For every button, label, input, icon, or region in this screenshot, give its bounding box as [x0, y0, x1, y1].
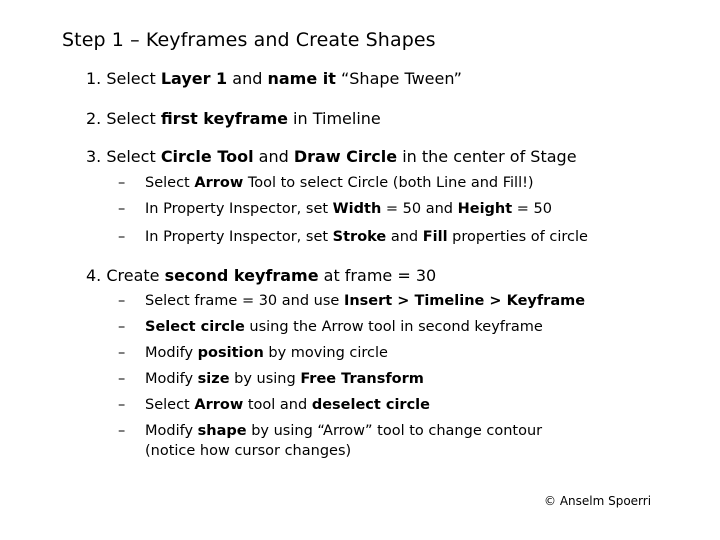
item-text: Select Circle Tool and Draw Circle in the center of Stage: [106, 147, 577, 166]
list-item-1: [86, 69, 462, 88]
dash-bullet: –: [118, 371, 126, 387]
list-item-2: [86, 109, 381, 128]
dash-bullet: –: [118, 293, 126, 309]
slide-title: Step 1 – Keyframes and Create Shapes: [62, 29, 436, 51]
sub-item-text: Modify size by using Free Transform: [145, 371, 424, 387]
item-number: 3.: [86, 147, 102, 166]
dash-bullet: –: [118, 397, 126, 413]
list-item-4: [86, 266, 436, 285]
sub-item-text: In Property Inspector, set Width = 50 and Height = 50: [145, 201, 553, 217]
item-number: 1.: [86, 69, 102, 88]
dash-bullet: –: [118, 201, 126, 217]
sub-item-text: Modify shape by using “Arrow” tool to change contour: [145, 423, 543, 439]
sub-item-text: Select circle using the Arrow tool in second keyframe: [145, 319, 543, 335]
dash-bullet: –: [118, 175, 126, 191]
item-number: 2.: [86, 109, 102, 128]
dash-bullet: –: [118, 345, 126, 361]
dash-bullet: –: [118, 423, 126, 439]
item-text: Select first keyframe in Timeline: [106, 109, 381, 128]
copyright-notice: © Anselm Spoerri: [544, 494, 652, 508]
item-text: Create second keyframe at frame = 30: [106, 266, 437, 285]
sub-item-text: Modify position by moving circle: [145, 345, 388, 361]
sub-item-text: Select Arrow tool and deselect circle: [145, 397, 430, 413]
sub-item-continuation: (notice how cursor changes): [145, 443, 352, 459]
dash-bullet: –: [118, 229, 126, 245]
item-text: Select Layer 1 and name it “Shape Tween”: [106, 69, 462, 88]
dash-bullet: –: [118, 319, 126, 335]
sub-item-text: In Property Inspector, set Stroke and Fill properties of circle: [145, 229, 588, 245]
sub-item-text: Select frame = 30 and use Insert > Timeline > Keyframe: [145, 293, 586, 309]
item-number: 4.: [86, 266, 102, 285]
sub-item-text: Select Arrow Tool to select Circle (both Line and Fill!): [145, 175, 534, 191]
list-item-3: [86, 147, 577, 166]
